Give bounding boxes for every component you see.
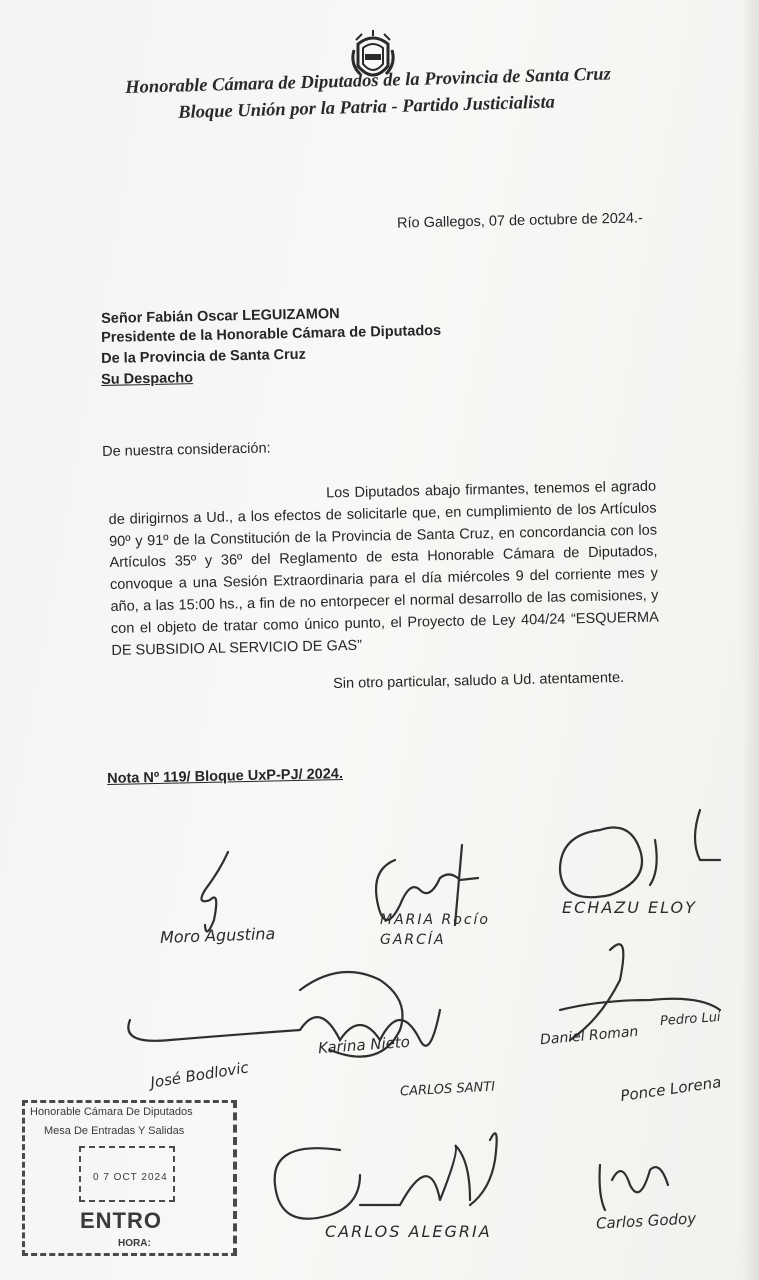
- reception-stamp: [22, 1100, 232, 1252]
- stamp-status: ENTRO: [80, 1208, 162, 1233]
- signature-name-11: Carlos Godoy: [595, 1209, 697, 1233]
- date-line: Río Gallegos, 07 de octubre de 2024.-: [396, 210, 643, 232]
- signature-name-5: Karina Nieto: [317, 1032, 411, 1058]
- recipient-province: De la Provincia de Santa Cruz: [101, 346, 306, 367]
- signature-stroke-8: [470, 1133, 497, 1205]
- stamp-chamber: Honorable Cámara De Diputados: [30, 1106, 193, 1118]
- header-bloc-name: Bloque Unión por la Patria - Partido Justicialista: [178, 92, 556, 123]
- signature-stroke-7: [275, 1145, 470, 1219]
- signature-name-3: ECHAZU ELOY: [562, 898, 697, 917]
- signature-name-1: Moro Agustina: [159, 923, 276, 948]
- signature-name-2: MARIA Rocío GARCÍA: [380, 912, 490, 948]
- letter-body-text: Los Diputados abajo firmantes, tenemos el agrado de dirigirnos a Ud., a los efectos de solicitarle que, en cumplimiento de los Artículos 90º y 91º de la Constitución de la Provincia de Santa Cruz, en concordancia con los Artículos 35º y 36º del Reglamento de esta Honorable Cámara de Diputados, convoque a una Sesión Extraordinaria para el día miércoles 9 del corriente mes y año, a las 15:00 hs., a fin de no entorpecer el normal desarrollo de las comisiones, y con el objeto de tratar como único punto, el Proyecto de Ley 404/24 “ESQUERMA DE SUBSIDIO AL SERVICIO DE GAS”: [108, 478, 659, 659]
- signature-name-7: Daniel Roman: [539, 1023, 639, 1049]
- signature-name-10: CARLOS ALEGRIA: [325, 1222, 492, 1241]
- recipient-title: Presidente de la Honorable Cámara de Diputados: [101, 322, 442, 346]
- recipient-name: Señor Fabián Oscar LEGUIZAMON: [101, 306, 340, 327]
- stamp-date: 0 7 OCT 2024: [93, 1172, 168, 1183]
- header-chamber-name: Honorable Cámara de Diputados de la Provincia de Santa Cruz: [125, 64, 612, 98]
- salutation: De nuestra consideración:: [102, 440, 271, 460]
- signature-name-4: José Bodlovic: [149, 1058, 250, 1092]
- signature-name-6: CARLOS SANTI: [399, 1079, 496, 1100]
- stamp-office: Mesa De Entradas Y Salidas: [44, 1125, 185, 1137]
- recipient-office: Su Despacho: [101, 370, 194, 388]
- note-reference: Nota Nº 119/ Bloque UxP-PJ/ 2024.: [107, 766, 344, 787]
- stamp-hora-label: HORA:: [118, 1238, 151, 1249]
- signature-name-8: Pedro Lui: [659, 1009, 722, 1030]
- closing: Sin otro particular, saludo a Ud. atentamente.: [333, 669, 625, 692]
- signature-stroke-9: [600, 1165, 668, 1210]
- signature-name-9: Ponce Lorena: [619, 1073, 723, 1105]
